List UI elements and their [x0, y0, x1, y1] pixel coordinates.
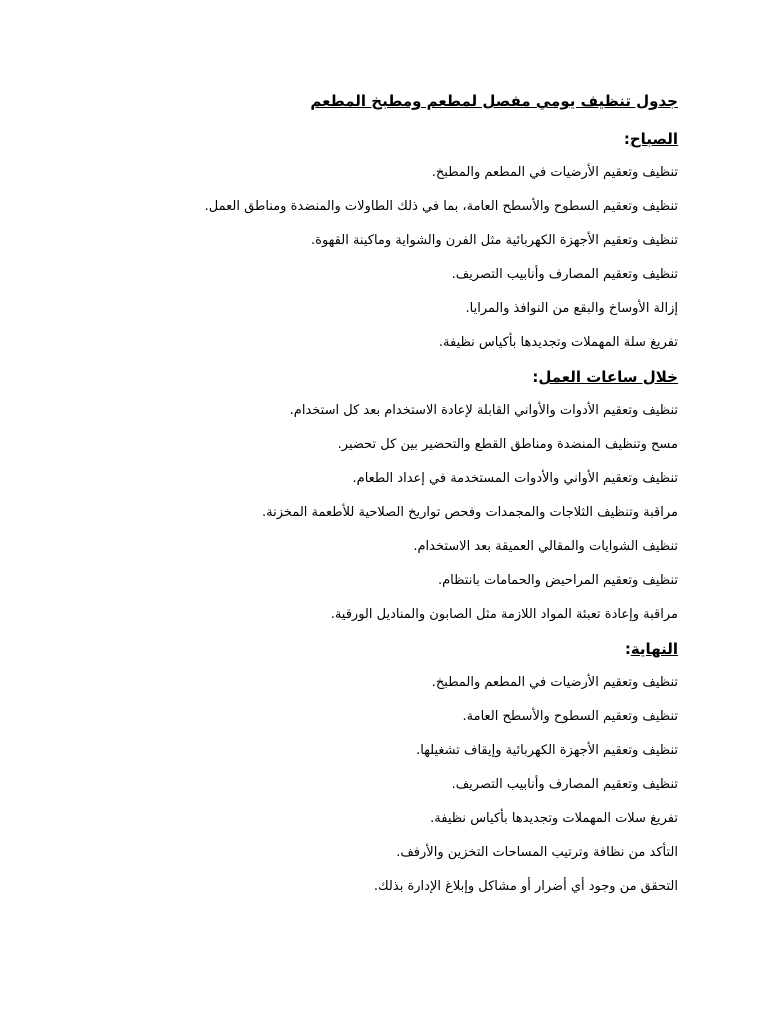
task-item: تنظيف وتعقيم السطوح والأسطح العامة، بما في ذلك الطاولات والمنضدة ومناطق العمل. — [204, 199, 678, 214]
section-closing — [150, 632, 678, 904]
task-list — [150, 394, 678, 632]
task-item: إزالة الأوساخ والبقع من النوافذ والمرايا. — [465, 301, 678, 316]
section-heading-label: الصباح — [629, 130, 678, 148]
task-item: مسح وتنظيف المنضدة ومناطق القطع والتحضير بين كل تحضير. — [337, 437, 678, 452]
task-item: التحقق من وجود أي أضرار أو مشاكل وإبلاغ الإدارة بذلك. — [373, 879, 678, 894]
task-item: تنظيف وتعقيم المصارف وأنابيب التصريف. — [451, 777, 678, 792]
document-title: جدول تنظيف يومي مفصل لمطعم ومطبخ المطعم — [310, 92, 678, 110]
task-item: تنظيف وتعقيم الأرضيات في المطعم والمطبخ. — [431, 675, 678, 690]
task-item: تنظيف وتعقيم الأواني والأدوات المستخدمة في إعداد الطعام. — [352, 471, 678, 486]
task-item: تنظيف وتعقيم المصارف وأنابيب التصريف. — [451, 267, 678, 282]
task-item: تنظيف وتعقيم الأدوات والأواني القابلة لإعادة الاستخدام بعد كل استخدام. — [289, 403, 678, 418]
task-item: تنظيف وتعقيم الأرضيات في المطعم والمطبخ. — [431, 165, 678, 180]
section-heading-label: خلال ساعات العمل — [538, 368, 678, 386]
task-list — [150, 666, 678, 904]
section-working-hours — [150, 360, 678, 632]
task-item: تفريغ سلات المهملات وتجديدها بأكياس نظيفة. — [430, 811, 678, 826]
task-item: تنظيف الشوايات والمقالي العميقة بعد الاستخدام. — [413, 539, 678, 554]
task-item: تنظيف وتعقيم الأجهزة الكهربائية مثل الفرن والشواية وماكينة القهوة. — [311, 233, 678, 248]
task-item: التأكد من نظافة وترتيب المساحات التخزين والأرفف. — [396, 845, 678, 860]
task-item: تنظيف وتعقيم المراحيض والحمامات بانتظام. — [438, 573, 678, 588]
section-morning — [150, 122, 678, 360]
document-page — [150, 88, 678, 904]
task-item: تنظيف وتعقيم الأجهزة الكهربائية وإيقاف تشغيلها. — [416, 743, 678, 758]
task-list — [150, 156, 678, 360]
section-heading: الصباح: — [623, 130, 678, 148]
task-item: مراقبة وتنظيف الثلاجات والمجمدات وفحص تواريخ الصلاحية للأطعمة المخزنة. — [262, 505, 678, 520]
section-heading: خلال ساعات العمل: — [532, 368, 678, 386]
section-heading: النهاية: — [624, 640, 678, 658]
task-item: تفريغ سلة المهملات وتجديدها بأكياس نظيفة. — [438, 335, 678, 350]
section-heading-label: النهاية — [630, 640, 678, 658]
task-item: مراقبة وإعادة تعبئة المواد اللازمة مثل الصابون والمناديل الورقية. — [330, 607, 678, 622]
task-item: تنظيف وتعقيم السطوح والأسطح العامة. — [462, 709, 678, 724]
